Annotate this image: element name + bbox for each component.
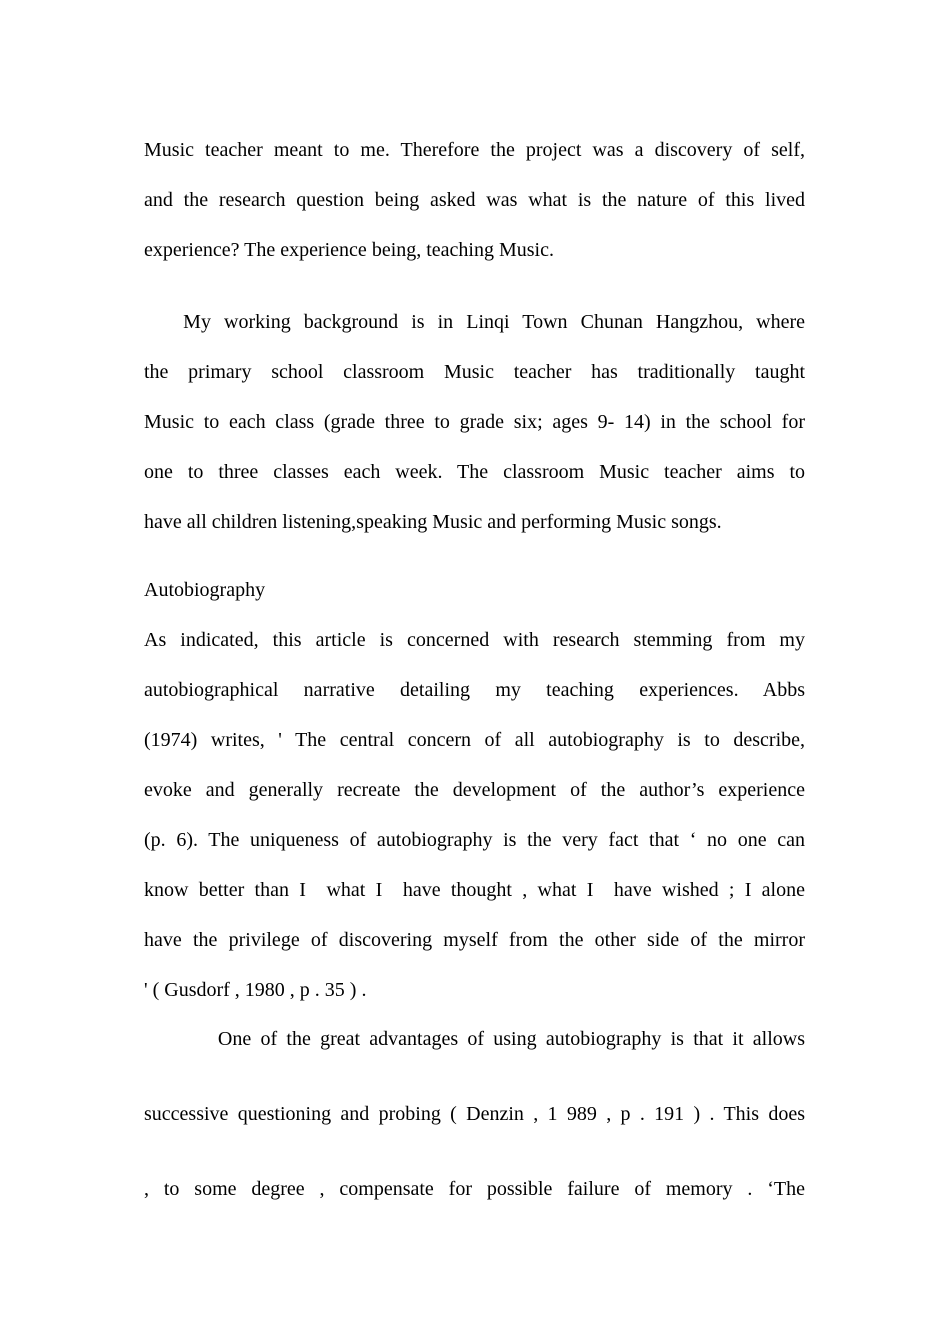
- text-line: the primary school classroom Music teacher has traditionally taught: [144, 361, 805, 383]
- section-heading: Autobiography: [144, 579, 266, 601]
- text-line: One of the great advantages of using autobiography is that it allows: [144, 1028, 805, 1050]
- text-line: autobiographical narrative detailing my teaching experiences. Abbs: [144, 679, 805, 701]
- text-line: know better than I what I have thought , what I have wished ; I alone: [144, 879, 805, 901]
- text-line: experience? The experience being, teaching Music.: [144, 239, 554, 261]
- text-line: have all children listening,speaking Music and performing Music songs.: [144, 511, 722, 533]
- text-line: and the research question being asked was what is the nature of this lived: [144, 189, 805, 211]
- text-line: Music to each class (grade three to grade six; ages 9- 14) in the school for: [144, 411, 805, 433]
- text-line: , to some degree , compensate for possible failure of memory . ‘The: [144, 1178, 805, 1200]
- text-line: Music teacher meant to me. Therefore the project was a discovery of self,: [144, 139, 805, 161]
- text-line: (p. 6). The uniqueness of autobiography is the very fact that ‘ no one can: [144, 829, 805, 851]
- text-line: As indicated, this article is concerned with research stemming from my: [144, 629, 805, 651]
- text-line: one to three classes each week. The classroom Music teacher aims to: [144, 461, 805, 483]
- text-line: (1974) writes, ' The central concern of all autobiography is to describe,: [144, 729, 805, 751]
- text-line: ' ( Gusdorf , 1980 , p . 35 ) .: [144, 979, 367, 1001]
- text-line: have the privilege of discovering myself from the other side of the mirror: [144, 929, 805, 951]
- text-line: evoke and generally recreate the development of the author’s experience: [144, 779, 805, 801]
- text-line: My working background is in Linqi Town Chunan Hangzhou, where: [144, 311, 805, 333]
- text-line: successive questioning and probing ( Denzin , 1 989 , p . 191 ) . This does: [144, 1103, 805, 1125]
